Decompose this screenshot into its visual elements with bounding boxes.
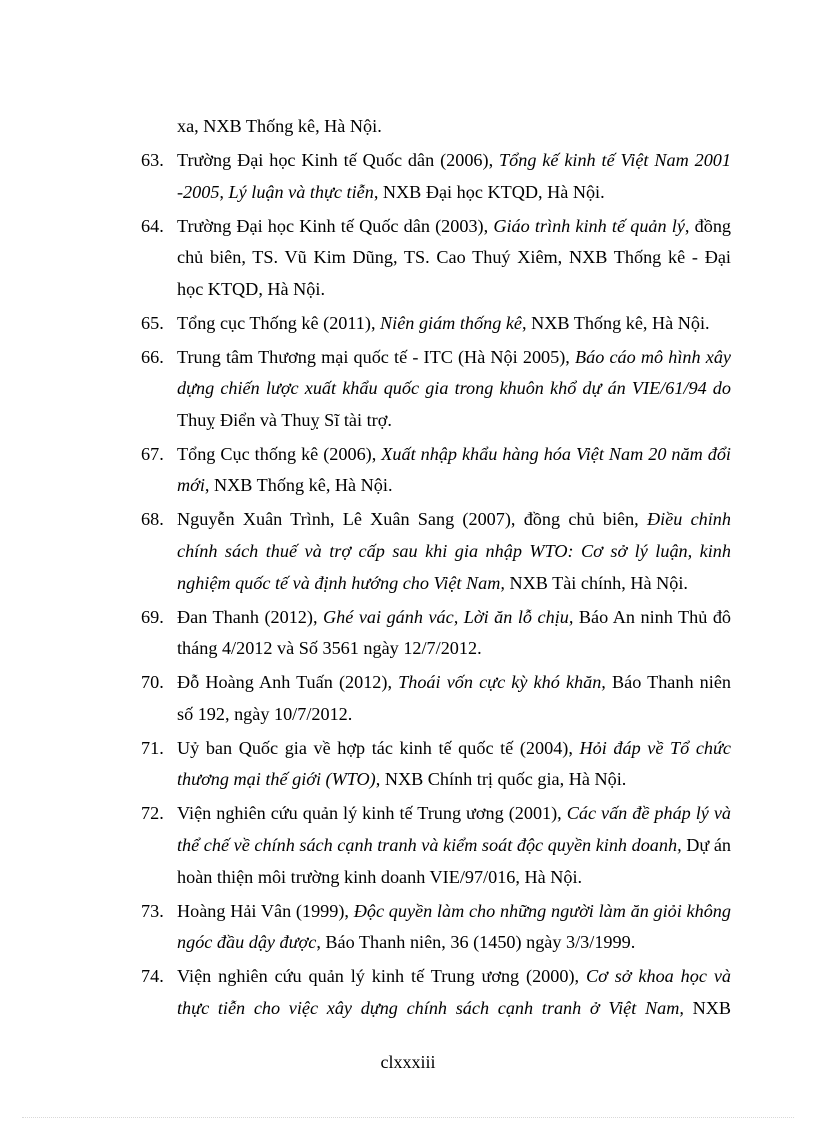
reference-publisher: , NXB Thống kê, Hà Nội. [522, 312, 710, 333]
reference-number: 73. [141, 900, 164, 921]
reference-item [141, 896, 731, 959]
reference-publisher: NXB [683, 997, 731, 1018]
reference-authors: Đỗ Hoàng Anh Tuấn (2012), [177, 672, 399, 693]
reference-items [141, 145, 731, 1024]
reference-title: Độc quyền làm cho những người làm ăn giỏi không ngóc đầu dậy được [177, 900, 731, 953]
reference-number: 70. [141, 672, 164, 693]
reference-item [141, 667, 731, 730]
reference-title: Giáo trình kinh tế quản lý [493, 215, 685, 236]
reference-authors: Viện nghiên cứu quản lý kinh tế Trung ương (2000), [177, 966, 586, 987]
reference-number: 65. [141, 312, 164, 333]
reference-text [177, 667, 731, 730]
reference-text [177, 439, 731, 502]
reference-number: 68. [141, 509, 164, 530]
reference-authors: Tổng Cục thống kê (2006), [177, 443, 382, 464]
reference-item [141, 439, 731, 502]
reference-number: 67. [141, 443, 164, 464]
reference-publisher: Báo An ninh Thủ đô tháng 4/2012 và Số 3561 ngày 12/7/2012. [177, 606, 732, 659]
reference-publisher: , NXB Chính trị quốc gia, Hà Nội. [375, 769, 627, 790]
reference-number: 63. [141, 149, 164, 170]
reference-text [177, 211, 731, 306]
reference-item [141, 798, 731, 893]
reference-text [177, 733, 731, 796]
reference-authors: Trường Đại học Kinh tế Quốc dân (2006), [177, 149, 500, 170]
reference-item [141, 504, 731, 599]
page-number: clxxxiii [380, 1052, 436, 1072]
reference-publisher: Báo Thanh niên số 192, ngày 10/7/2012. [177, 672, 731, 724]
reference-publisher: , đồng chủ biên, TS. Vũ Kim Dũng, TS. Cao Thuý Xiêm, NXB Thống kê - Đại học KTQD, Hà Nội. [177, 215, 732, 299]
reference-publisher: , Báo Thanh niên, 36 (1450) ngày 3/3/1999. [316, 932, 636, 953]
reference-number: 74. [141, 966, 164, 987]
reference-item [141, 211, 731, 306]
reference-publisher: NXB Tài chính, Hà Nội. [504, 572, 688, 593]
reference-publisher: , NXB Thống kê, Hà Nội. [204, 475, 393, 496]
reference-text [177, 798, 731, 893]
reference-text [177, 504, 731, 599]
reference-authors: Viện nghiên cứu quản lý kinh tế Trung ương (2001), [177, 803, 567, 824]
reference-text [177, 602, 731, 665]
reference-number: 64. [141, 215, 164, 236]
reference-authors: Tổng cục Thống kê (2011), [177, 312, 381, 333]
reference-title: Niên giám thống kê [380, 312, 522, 333]
reference-text [177, 961, 731, 1024]
reference-publisher: , NXB Đại học KTQD, Hà Nội. [373, 181, 605, 202]
reference-title: Hỏi đáp về Tổ chức thương mại thế giới (WTO) [177, 737, 731, 790]
reference-title: Thoái vốn cực kỳ khó khăn, [398, 672, 606, 693]
reference-number: 71. [141, 737, 164, 758]
reference-text [177, 145, 731, 208]
reference-authors: Trường Đại học Kinh tế Quốc dân (2003), [177, 215, 494, 236]
reference-text [177, 342, 731, 437]
reference-text [177, 896, 731, 959]
reference-continuation: xa, NXB Thống kê, Hà Nội. [177, 116, 382, 136]
reference-item [141, 145, 731, 208]
reference-authors: Đan Thanh (2012), [177, 606, 324, 627]
reference-number: 66. [141, 346, 164, 367]
reference-title: Ghé vai gánh vác, Lời ăn lỗ chịu, [323, 606, 574, 627]
reference-item [141, 733, 731, 796]
reference-publisher: Dự án hoàn thiện môi trường kinh doanh VIE/97/016, Hà Nội. [177, 834, 731, 887]
page-bottom-border [22, 1117, 794, 1118]
reference-title: Tổng kế kinh tế Việt Nam 2001 -2005, Lý luận và thực tiễn [177, 149, 731, 202]
reference-item [141, 342, 731, 437]
reference-text [177, 308, 731, 340]
reference-title: Điều chỉnh chính sách thuế và trợ cấp sau khi gia nhập WTO: Cơ sở lý luận, kinh nghiệm quốc tế và định hướng cho Việt Nam, [177, 509, 731, 593]
reference-number: 69. [141, 606, 164, 627]
reference-publisher: Thuỵ Điển và Thuỵ Sĩ tài trợ. [177, 409, 392, 430]
reference-title: Xuất nhập khẩu hàng hóa Việt Nam 20 năm đổi mới [177, 443, 731, 496]
reference-authors: Trung tâm Thương mại quốc tế - ITC (Hà Nội 2005), [177, 346, 575, 367]
reference-authors: Uỷ ban Quốc gia về hợp tác kinh tế quốc tế (2004), [177, 737, 580, 758]
reference-item [141, 602, 731, 665]
reference-title: Cơ sở khoa học và thực tiễn cho việc xây dựng chính sách cạnh tranh ở Việt Nam, [177, 966, 732, 1018]
reference-item [141, 961, 731, 1024]
reference-title: Báo cáo mô hình xây dựng chiến lược xuất khẩu quốc gia trong khuôn khổ dự án VIE/61/94 do [177, 346, 731, 399]
reference-title: Các vấn đề pháp lý và thể chế về chính sách cạnh tranh và kiểm soát độc quyền kinh doanh, [177, 803, 732, 855]
reference-list [141, 111, 731, 1027]
reference-item [141, 308, 731, 340]
reference-authors: Nguyễn Xuân Trình, Lê Xuân Sang (2007), đồng chủ biên, [177, 509, 647, 530]
reference-authors: Hoàng Hải Vân (1999), [177, 900, 354, 921]
reference-number: 72. [141, 803, 164, 824]
